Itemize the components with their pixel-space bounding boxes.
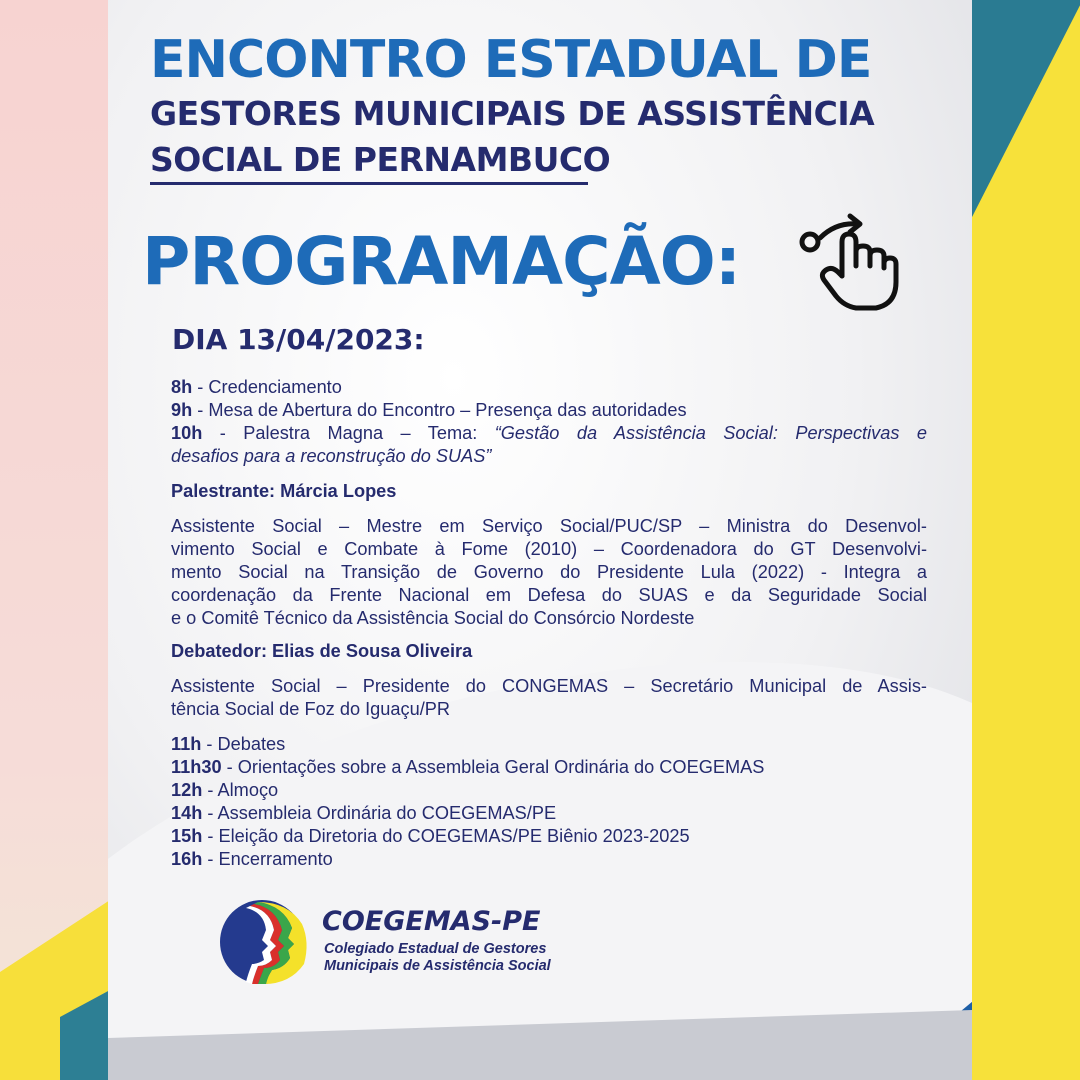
schedule-text: - Debates — [201, 734, 286, 754]
schedule-time: 8h — [171, 377, 193, 397]
schedule-time: 11h — [171, 734, 202, 754]
debater-name: Debatedor: Elias de Sousa Oliveira — [171, 641, 473, 661]
speaker-bio-line: e o Comitê Técnico da Assistência Social do Consórcio Nordeste — [171, 608, 695, 628]
schedule-item — [171, 733, 927, 756]
schedule-text: - Almoço — [202, 780, 279, 800]
palestra-item — [171, 422, 927, 468]
schedule-item — [171, 756, 927, 779]
schedule-text: - Palestra Magna – Tema: — [202, 423, 495, 443]
schedule-text: - Encerramento — [202, 849, 333, 869]
schedule-time: 15h — [171, 826, 203, 846]
speaker-bio — [171, 515, 927, 630]
speaker-bio-line: Assistente Social – Mestre em Serviço Social/PUC/SP – Ministra do Desenvol- — [171, 516, 927, 536]
schedule-item — [171, 376, 927, 399]
speaker-label — [171, 480, 927, 503]
org-full-line2: Municipais de Assistência Social — [324, 958, 551, 974]
schedule-morning — [171, 376, 927, 422]
schedule-time: 14h — [171, 803, 203, 823]
hand-pointer-swipe-icon — [796, 212, 906, 317]
speaker-bio-line: vimento Social e Combate à Fome (2010) – Coordenadora do GT Desenvolvi- — [171, 539, 927, 559]
schedule-time: 12h — [171, 780, 203, 800]
event-title-line2: GESTORES MUNICIPAIS DE ASSISTÊNCIA — [150, 94, 875, 133]
schedule-text: - Assembleia Ordinária do COEGEMAS/PE — [202, 803, 557, 823]
programacao-heading: PROGRAMAÇÃO: — [142, 223, 741, 300]
schedule-text: - Mesa de Abertura do Encontro – Presença das autoridades — [192, 400, 687, 420]
schedule-item — [171, 779, 927, 802]
debater-bio — [171, 675, 927, 721]
debater-bio-line: tência Social de Foz do Iguaçu/PR — [171, 699, 451, 719]
title-underline — [150, 182, 588, 185]
palestra-theme-cont: desafios para a reconstrução do SUAS” — [171, 446, 492, 466]
event-title-line1: ENCONTRO ESTADUAL DE — [150, 30, 872, 90]
schedule-afternoon — [171, 733, 927, 871]
schedule-item — [171, 848, 927, 871]
event-title-line3: SOCIAL DE PERNAMBUCO — [150, 140, 611, 179]
schedule-text: - Eleição da Diretoria do COEGEMAS/PE Biênio 2023-2025 — [202, 826, 690, 846]
debater-label — [171, 640, 927, 663]
debater-bio-line: Assistente Social – Presidente do CONGEMAS – Secretário Municipal de Assis- — [171, 676, 927, 696]
org-name: COEGEMAS-PE — [322, 906, 541, 937]
schedule-text: - Credenciamento — [192, 377, 342, 397]
schedule-time: 9h — [171, 400, 193, 420]
org-full-line1: Colegiado Estadual de Gestores — [324, 941, 547, 957]
schedule-time: 10h — [171, 423, 203, 443]
schedule-time: 16h — [171, 849, 203, 869]
palestra-theme: “Gestão da Assistência Social: Perspectivas e — [494, 423, 927, 443]
org-full-name — [324, 941, 584, 975]
schedule-item — [171, 802, 927, 825]
coegemas-logo-icon — [218, 898, 310, 986]
schedule-text: - Orientações sobre a Assembleia Geral Ordinária do COEGEMAS — [221, 757, 765, 777]
schedule-item — [171, 825, 927, 848]
palestra-line1 — [171, 422, 927, 445]
day-heading: DIA 13/04/2023: — [172, 323, 425, 356]
speaker-name: Palestrante: Márcia Lopes — [171, 481, 397, 501]
palestra-line2 — [171, 445, 927, 468]
schedule-time: 11h30 — [171, 757, 222, 777]
schedule-item — [171, 399, 927, 422]
speaker-bio-line: mento Social na Transição de Governo do Presidente Lula (2022) - Integra a — [171, 562, 927, 582]
speaker-bio-line: coordenação da Frente Nacional em Defesa do SUAS e da Seguridade Social — [171, 585, 927, 605]
